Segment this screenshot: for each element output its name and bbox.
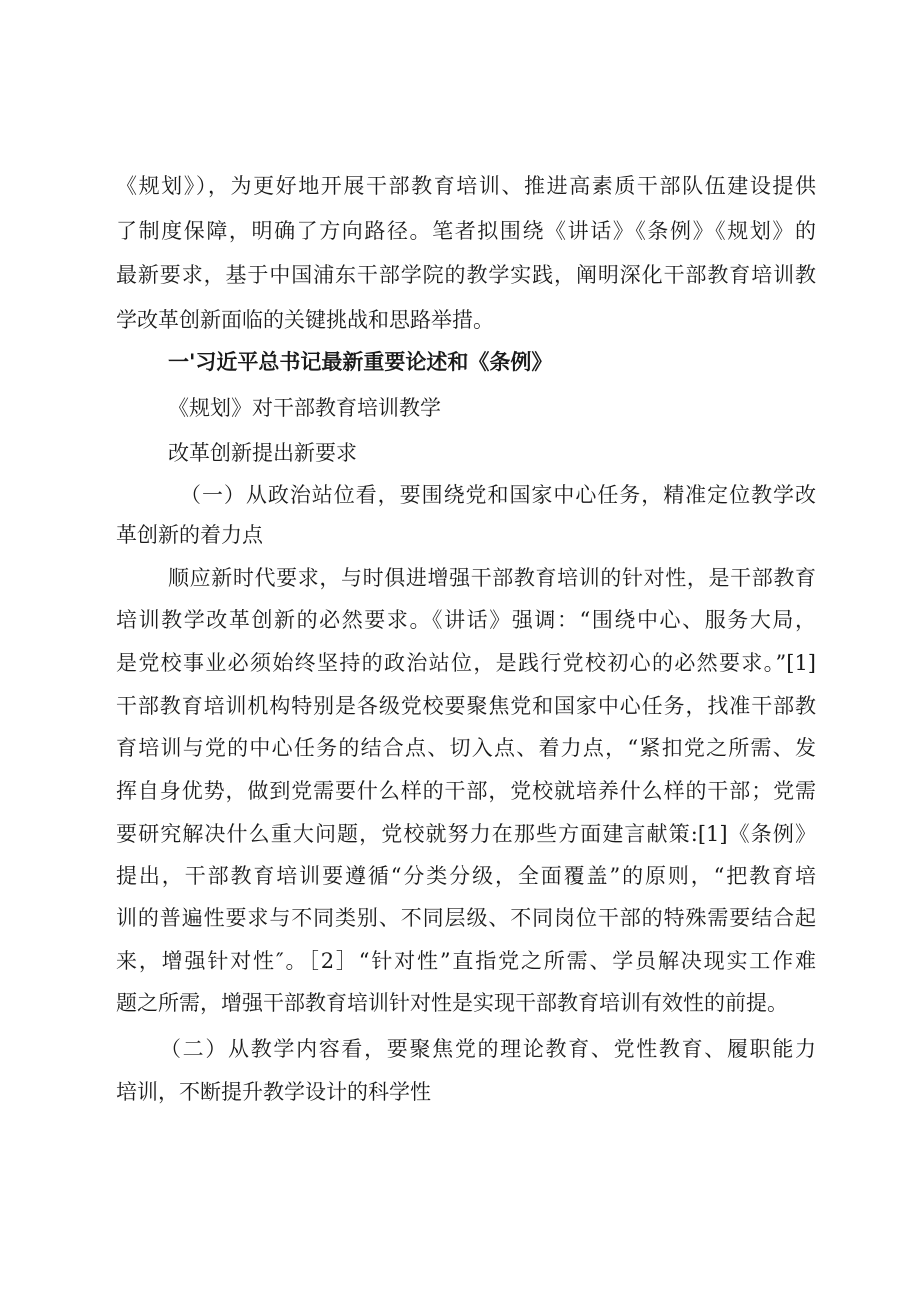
intro-line-1: 《规划》），为更好地开展干部教育培训、推进高素质干部队伍建设提供 — [116, 174, 816, 198]
subsection-2-heading-line-2: 培训，不断提升教学设计的科学性 — [116, 1080, 431, 1104]
body-line-3: 是党校事业必须始终坚持的政治站位，是践行党校初心的必然要求。”[1] — [116, 651, 816, 675]
section-1-title-line-2: 《规划》对干部教育培训教学 — [168, 396, 441, 420]
body-line-8: 提出，干部教育培训要遵循“分类分级，全面覆盖”的原则，“把教育培 — [116, 864, 816, 888]
body-line-4: 干部教育培训机构特别是各级党校要聚焦党和国家中心任务，找准干部教 — [116, 694, 816, 718]
section-1-title-line-3: 改革创新提出新要求 — [168, 441, 357, 465]
subsection-2-heading-line-1: （二）从教学内容看，要聚焦党的理论教育、党性教育、履职能力 — [160, 1037, 816, 1061]
intro-line-4: 学改革创新面临的关键挑战和思路举措。 — [116, 308, 494, 332]
body-line-7: 要研究解决什么重大问题，党校就努力在那些方面建言献策:[1]《条例》 — [116, 822, 816, 846]
subsection-1-heading-line-1: （一）从政治站位看，要围绕党和国家中心任务，精准定位教学改 — [180, 483, 816, 507]
subsection-1-heading-line-2: 革创新的着力点 — [116, 523, 263, 547]
body-line-11: 题之所需，增强干部教育培训针对性是实现干部教育培训有效性的前提。 — [116, 991, 788, 1015]
intro-line-2: 了制度保障，明确了方向路径。笔者拟围绕《讲话》《条例》《规划》的 — [116, 219, 816, 243]
body-line-1: 顺应新时代要求，与时俱进增强干部教育培训的针对性，是干部教育 — [168, 566, 816, 590]
body-line-10: 来，增强针对性″。［2］“针对性”直指党之所需、学员解决现实工作难 — [116, 949, 816, 973]
intro-line-3: 最新要求，基于中国浦东干部学院的教学实践，阐明深化干部教育培训教 — [116, 263, 816, 287]
section-1-title: 一'习近平总书记最新重要论述和《条例》 — [168, 350, 553, 374]
body-line-2: 培训教学改革创新的必然要求。《讲话》强调：“围绕中心、服务大局， — [116, 608, 816, 632]
body-line-6: 挥自身优势，做到党需要什么样的干部，党校就培养什么样的干部；党需 — [116, 779, 816, 803]
body-line-5: 育培训与党的中心任务的结合点、切入点、着力点，“紧扣党之所需、发 — [116, 736, 816, 760]
body-line-9: 训的普遍性要求与不同类别、不同层级、不同岗位干部的特殊需要结合起 — [116, 906, 816, 930]
